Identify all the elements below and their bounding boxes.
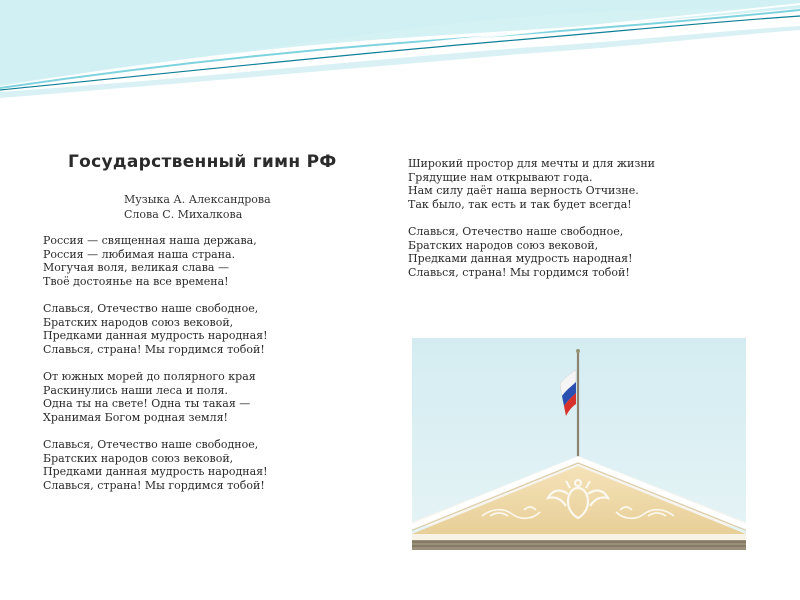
- stanza: [43, 370, 268, 424]
- stanza-gap: [43, 288, 268, 302]
- lyric-line: Твоё достоянье на все времена!: [43, 274, 229, 288]
- lyric-line: Одна ты на свете! Одна ты такая —: [43, 397, 251, 411]
- lyric-line: Славься, Отечество наше свободное,: [43, 301, 259, 315]
- lyric-line: Россия — священная наша держава,: [43, 234, 257, 247]
- stanza-gap: [43, 424, 268, 438]
- lyric-line: Братских народов союз вековой,: [408, 238, 599, 252]
- lyric-line: Предками данная мудрость народная!: [43, 465, 268, 479]
- lyric-line: Братских народов союз вековой,: [43, 451, 234, 465]
- stanza: [408, 225, 655, 279]
- lyric-line: Раскинулись наши леса и поля.: [43, 383, 228, 397]
- lyric-line: Хранимая Богом родная земля!: [43, 410, 228, 424]
- lyric-line: Славься, Отечество наше свободное,: [43, 437, 259, 451]
- lyric-line: Предками данная мудрость народная!: [43, 329, 268, 343]
- lyric-line: Славься, страна! Мы гордимся тобой!: [408, 265, 630, 279]
- page-title: Государственный гимн РФ: [68, 152, 337, 172]
- lyric-line: От южных морей до полярного края: [43, 369, 256, 383]
- stanza: [408, 157, 655, 211]
- lyrics-left-column: [43, 234, 268, 492]
- lyric-line: Славься, страна! Мы гордимся тобой!: [43, 478, 265, 492]
- lyric-line: Братских народов союз вековой,: [43, 315, 234, 329]
- lyric-line: Грядущие нам открывают года.: [408, 170, 593, 184]
- lyric-line: Славься, Отечество наше свободное,: [408, 224, 624, 238]
- words-credit: Слова С. Михалкова: [124, 208, 243, 221]
- stanza-gap: [43, 356, 268, 370]
- stanza-gap: [408, 211, 655, 225]
- lyric-line: Могучая воля, великая слава —: [43, 261, 229, 275]
- lyric-line: Россия — любимая наша страна.: [43, 247, 236, 261]
- building-flag-photo: [412, 338, 746, 550]
- decorative-wave-header: [0, 0, 800, 120]
- lyric-line: Предками данная мудрость народная!: [408, 252, 633, 266]
- lyric-line: Нам силу даёт наша верность Отчизне.: [408, 184, 639, 198]
- lyric-line: Славься, страна! Мы гордимся тобой!: [43, 342, 265, 356]
- music-credit: Музыка А. Александрова: [124, 193, 271, 206]
- lyric-line: Так было, так есть и так будет всегда!: [408, 197, 632, 211]
- lyrics-right-column: [408, 157, 655, 279]
- stanza: [43, 234, 268, 288]
- building-flag-illustration: [412, 338, 746, 550]
- credits: [124, 192, 271, 222]
- stanza: [43, 438, 268, 492]
- lyric-line: Широкий простор для мечты и для жизни: [408, 157, 655, 170]
- stanza: [43, 302, 268, 356]
